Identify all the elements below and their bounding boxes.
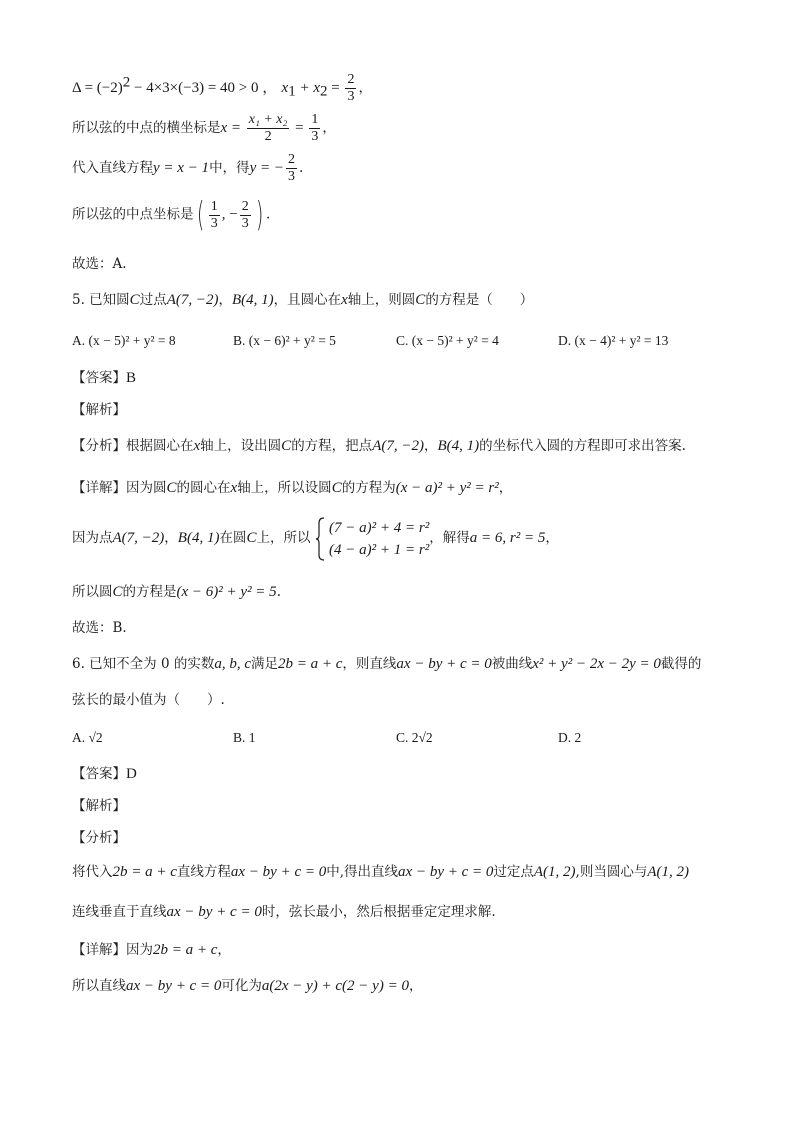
q5-option-d: D. (x − 4)² + y² = 13 bbox=[558, 333, 669, 348]
eq1: (7 − a)² + 4 = r² bbox=[329, 519, 430, 536]
q6-option-d: D. 2 bbox=[558, 730, 582, 745]
t3: 的方程，把点 bbox=[291, 438, 373, 454]
text: 所以弦的中点坐标是 bbox=[72, 206, 194, 223]
end: . bbox=[276, 584, 281, 600]
center: ，且圆心在 bbox=[273, 292, 342, 308]
value: B bbox=[126, 370, 137, 386]
eq: (x − 6)² + y² = 5 bbox=[176, 584, 277, 600]
t2: 的圆心在 bbox=[176, 480, 231, 496]
x: x bbox=[230, 480, 238, 496]
m6: ax − by + c = 0 bbox=[166, 904, 262, 920]
q6-fenxi-2 bbox=[72, 902, 496, 922]
x: x bbox=[341, 292, 348, 308]
sum-x2: + x bbox=[295, 80, 320, 96]
q5-system bbox=[72, 516, 559, 561]
disc-tail: − 4×3×(−3) = 40 > 0 ， bbox=[130, 80, 278, 96]
end: ， bbox=[545, 530, 559, 546]
num: x₁ + x₂ bbox=[248, 112, 288, 127]
frac-den: 3 bbox=[347, 89, 355, 104]
choose-b: 故选：B. bbox=[72, 620, 127, 636]
pass: 过点 bbox=[139, 292, 167, 308]
den2: 3 bbox=[241, 215, 249, 231]
eqn: y = x − 1 bbox=[153, 160, 210, 176]
frac-1-3 bbox=[309, 112, 320, 145]
frac-sum bbox=[247, 112, 290, 145]
curve: x² + y² − 2x − 2y = 0 bbox=[532, 656, 661, 672]
frac2 bbox=[240, 199, 251, 232]
text: 所以弦的中点的横坐标是 bbox=[72, 120, 221, 136]
num2: 1 bbox=[311, 112, 319, 127]
comma: ， bbox=[218, 292, 232, 308]
c: C bbox=[246, 530, 257, 546]
t4: 的坐标代入圆的方程即可求出答案. bbox=[479, 438, 686, 454]
m3: ax − by + c = 0 bbox=[398, 864, 494, 880]
line-midpoint-x bbox=[72, 112, 336, 145]
q5-stem bbox=[72, 290, 533, 310]
t3: 可化为 bbox=[221, 978, 262, 994]
comma: ， bbox=[423, 438, 438, 454]
m3: a(2x − y) + c(2 − y) = 0 bbox=[261, 978, 409, 994]
t2: 所以直线 bbox=[72, 978, 126, 994]
a: A(7, −2) bbox=[372, 438, 424, 454]
eq: = bbox=[291, 120, 308, 136]
label: 【分析】 bbox=[72, 438, 126, 454]
t1: 将代入 bbox=[72, 864, 113, 880]
disc-text: Δ = (−2) bbox=[72, 80, 123, 96]
frac1 bbox=[209, 199, 220, 232]
end: 的方程是（ ） bbox=[425, 292, 534, 308]
t6: 连线垂直于直线 bbox=[72, 904, 167, 920]
q6-option-b: B. 1 bbox=[233, 730, 256, 745]
text: 代入直线方程 bbox=[72, 160, 153, 176]
den: 2 bbox=[264, 129, 272, 144]
num: 2 bbox=[287, 152, 295, 167]
sep: , − bbox=[221, 206, 238, 223]
den1: 3 bbox=[210, 215, 218, 231]
sum-x1: x bbox=[281, 80, 289, 96]
q6-fenxi-1 bbox=[72, 862, 689, 882]
num2: 2 bbox=[241, 198, 249, 214]
m1: 2b = a + c bbox=[112, 864, 177, 880]
m1: 2b = a + c bbox=[153, 942, 218, 958]
den: 3 bbox=[287, 169, 295, 184]
t2: 满足 bbox=[251, 656, 279, 672]
t2: 的方程是 bbox=[122, 584, 177, 600]
t3: 上，所以 bbox=[256, 530, 311, 546]
t3: 中,得出直线 bbox=[326, 864, 399, 880]
c: C bbox=[112, 584, 123, 600]
q6-stem-2: 弦长的最小值为（ ）. bbox=[72, 692, 225, 708]
q5-detail bbox=[72, 478, 512, 498]
line-midpoint-coord: 所以弦的中点坐标是( $\frac{1}{3}$ , − $\frac{2}{3}$ ) . bbox=[72, 195, 271, 235]
label: 【答案】 bbox=[72, 766, 126, 782]
t4: 被曲线 bbox=[491, 656, 533, 672]
q6-stem bbox=[72, 654, 701, 674]
m5: A(1, 2) bbox=[647, 864, 689, 880]
c: C bbox=[166, 480, 177, 496]
t1: 因为 bbox=[126, 942, 153, 958]
t3: ，则直线 bbox=[342, 656, 397, 672]
y: y = − bbox=[249, 160, 284, 176]
t2: 直线方程 bbox=[176, 864, 231, 880]
t3: 轴上，所以设圆 bbox=[237, 480, 332, 496]
t5: 截得的 bbox=[660, 656, 702, 672]
b: B(4, 1) bbox=[437, 438, 480, 454]
label: 【答案】 bbox=[72, 370, 126, 386]
comma: ， bbox=[164, 530, 178, 546]
eq: (x − a)² + y² = r² bbox=[395, 480, 499, 496]
e3: ， bbox=[408, 978, 423, 994]
den2: 3 bbox=[311, 129, 319, 144]
t1: 根据圆心在 bbox=[126, 438, 194, 454]
disc-exp: 2 bbox=[122, 74, 131, 91]
line-substitute bbox=[72, 152, 303, 185]
t1: 6. 已知不全为 0 的实数 bbox=[72, 656, 215, 672]
t2: 在圆 bbox=[219, 530, 247, 546]
c2: C bbox=[331, 480, 342, 496]
q5-analysis: 【解析】 bbox=[72, 402, 126, 418]
brace-icon bbox=[315, 517, 325, 561]
value: D bbox=[126, 766, 137, 782]
tail: ， bbox=[358, 80, 372, 96]
t4: 的方程为 bbox=[341, 480, 396, 496]
q6-detail bbox=[72, 940, 231, 960]
line: ax − by + c = 0 bbox=[396, 656, 492, 672]
q6-detail-2 bbox=[72, 976, 422, 996]
choose-a: 故选：A. bbox=[72, 256, 127, 272]
mid: 中，得 bbox=[209, 160, 250, 176]
q6-fenxi-label: 【分析】 bbox=[72, 830, 126, 846]
m2: ax − by + c = 0 bbox=[126, 978, 222, 994]
q5-answer bbox=[72, 368, 136, 388]
tail: . bbox=[298, 160, 304, 176]
q5-option-b: B. (x − 6)² + y² = 5 bbox=[233, 333, 336, 348]
q5-result bbox=[72, 582, 281, 602]
system-eqs bbox=[329, 517, 429, 561]
c: C bbox=[129, 292, 140, 308]
stem: 5. 已知圆 bbox=[72, 292, 130, 308]
abc: a, b, c bbox=[214, 656, 252, 672]
q5-option-c: C. (x − 5)² + y² = 4 bbox=[396, 333, 499, 348]
axis: 轴上，则圆 bbox=[347, 292, 416, 308]
solution: a = 6, r² = 5 bbox=[469, 530, 546, 546]
point-a: A(7, −2) bbox=[166, 292, 219, 308]
q6-answer bbox=[72, 764, 137, 784]
tail: ， bbox=[322, 120, 336, 136]
frac-num: 2 bbox=[347, 72, 355, 87]
t5: ,则当圆心与 bbox=[575, 864, 648, 880]
sum-eq: = bbox=[327, 80, 344, 96]
solve: ，解得 bbox=[429, 530, 470, 546]
t1: 所以圆 bbox=[72, 584, 113, 600]
t1: 因为点 bbox=[72, 530, 113, 546]
b: B(4, 1) bbox=[177, 530, 220, 546]
num1: 1 bbox=[210, 198, 218, 214]
t7: 时，弦长最小，然后根据垂定定理求解. bbox=[261, 904, 496, 920]
point-b: B(4, 1) bbox=[231, 292, 274, 308]
tail: . bbox=[266, 206, 271, 223]
q6-option-a: A. √2 bbox=[72, 730, 103, 745]
label: 【详解】 bbox=[72, 480, 126, 496]
q6-option-c: C. 2√2 bbox=[396, 730, 433, 745]
e1: ， bbox=[217, 942, 231, 958]
t4: 过定点 bbox=[493, 864, 534, 880]
x: x bbox=[193, 438, 201, 454]
frac-2-3 bbox=[345, 72, 356, 105]
c: C bbox=[281, 438, 292, 454]
label: 【详解】 bbox=[72, 942, 126, 958]
eq2: (4 − a)² + 1 = r² bbox=[329, 541, 430, 558]
frac bbox=[286, 152, 297, 185]
t1: 因为圆 bbox=[126, 480, 167, 496]
m4: A(1, 2) bbox=[533, 864, 576, 880]
a: A(7, −2) bbox=[112, 530, 165, 546]
line-discriminant: $\Delta = (-2)^2 - 4\times 3\times(-3) = 40 > 0$ ， $x_1 + x_2$ = $\frac{2}{3}$ ， bbox=[72, 72, 372, 104]
q5-fenxi bbox=[72, 436, 686, 456]
cond: 2b = a + c bbox=[278, 656, 343, 672]
q6-analysis: 【解析】 bbox=[72, 798, 126, 814]
x-eq: x = bbox=[220, 120, 245, 136]
q5-option-a: A. (x − 5)² + y² = 8 bbox=[72, 333, 176, 348]
c2: C bbox=[415, 292, 426, 308]
t5: ， bbox=[498, 480, 513, 496]
m2: ax − by + c = 0 bbox=[230, 864, 327, 880]
t2: 轴上，设出圆 bbox=[200, 438, 282, 454]
